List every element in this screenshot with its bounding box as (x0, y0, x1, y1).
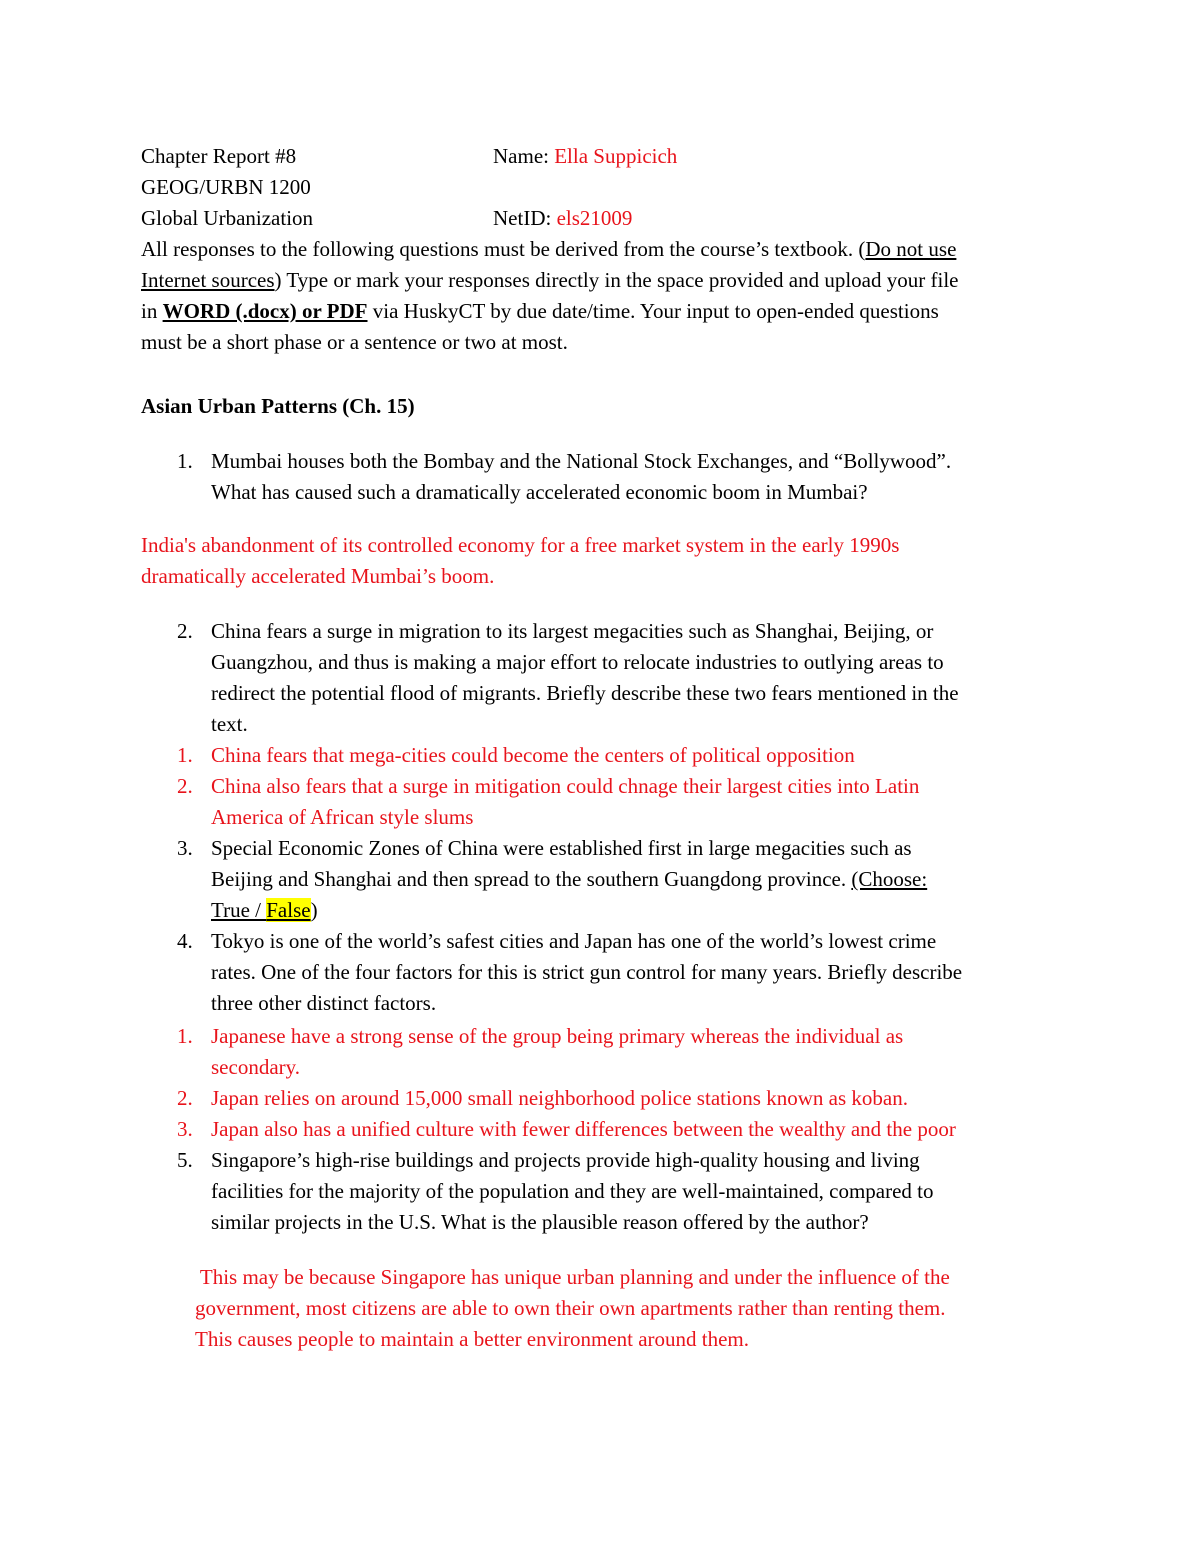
choice-true: True / (211, 898, 267, 922)
question-1-line: Mumbai houses both the Bombay and the National Stock Exchanges, and “Bollywood”. (211, 449, 952, 473)
choose-label: (Choose: (851, 867, 928, 891)
answer-number: 3. (177, 1117, 193, 1141)
question-3-line (211, 866, 927, 892)
instructions-text: ) Type or mark your responses directly in the space provided and upload your file (274, 268, 959, 292)
answer-5-line: This causes people to maintain a better environment around them. (195, 1327, 749, 1351)
question-3-line (211, 897, 318, 923)
question-2-line: Guangzhou, and thus is making a major effort to relocate industries to outlying areas to (211, 650, 944, 674)
instructions-text: All responses to the following questions must be derived from the course’s textbook. ( (141, 237, 866, 261)
question-3-text: ) (310, 898, 318, 922)
question-4-line: Tokyo is one of the world’s safest cities and Japan has one of the world’s lowest crime (211, 929, 937, 953)
question-5-line: facilities for the majority of the population and they are well-maintained, compared to (211, 1179, 934, 1203)
question-number: 1. (177, 449, 193, 473)
netid-label: NetID: (493, 206, 557, 230)
question-2-line: text. (211, 712, 248, 736)
instructions-line-2 (141, 267, 958, 293)
instructions-line-1 (141, 236, 956, 262)
name-value: Ella Suppicich (554, 144, 678, 168)
section-title: Asian Urban Patterns (Ch. 15) (141, 394, 415, 418)
question-3-text: Beijing and Shanghai and then spread to the southern Guangdong province. (211, 867, 852, 891)
instructions-underlined: Do not use (865, 237, 957, 261)
netid-row (493, 205, 632, 231)
answer-1-line: India's abandonment of its controlled economy for a free market system in the early 1990s (141, 533, 900, 557)
question-number: 3. (177, 836, 193, 860)
instructions-line-4: must be a short phase or a sentence or two at most. (141, 330, 568, 354)
question-4-line: rates. One of the four factors for this is strict gun control for many years. Briefly describe (211, 960, 963, 984)
question-1-line: What has caused such a dramatically accelerated economic boom in Mumbai? (211, 480, 868, 504)
answer-4-item: secondary. (211, 1055, 301, 1079)
name-label: Name: (493, 144, 555, 168)
answer-4-item: Japan relies on around 15,000 small neighborhood police stations known as koban. (211, 1086, 908, 1110)
question-number: 2. (177, 619, 193, 643)
question-2-line: redirect the potential flood of migrants. Briefly describe these two fears mentioned in the (211, 681, 959, 705)
question-5-line: similar projects in the U.S. What is the plausible reason offered by the author? (211, 1210, 869, 1234)
question-number: 5. (177, 1148, 193, 1172)
answer-number: 2. (177, 774, 193, 798)
choice-false-highlighted: False (266, 898, 311, 922)
answer-2-item: America of African style slums (211, 805, 474, 829)
answer-2-item: China fears that mega-cities could become the centers of political opposition (211, 743, 855, 767)
answer-5-line: This may be because Singapore has unique urban planning and under the influence of the (195, 1265, 950, 1289)
name-row (493, 143, 677, 169)
report-title: Chapter Report #8 (141, 144, 297, 168)
answer-number: 1. (177, 1024, 193, 1048)
course-code: GEOG/URBN 1200 (141, 175, 311, 199)
answer-4-item: Japanese have a strong sense of the group being primary whereas the individual as (211, 1024, 904, 1048)
answer-4-item: Japan also has a unified culture with fewer differences between the wealthy and the poor (211, 1117, 956, 1141)
question-4-line: three other distinct factors. (211, 991, 437, 1015)
course-name: Global Urbanization (141, 206, 314, 230)
answer-2-item: China also fears that a surge in mitigation could chnage their largest cities into Latin (211, 774, 920, 798)
instructions-line-3 (141, 298, 939, 324)
netid-value: els21009 (556, 206, 633, 230)
file-format-note: WORD (.docx) or PDF (162, 299, 368, 323)
instructions-text: in (141, 299, 163, 323)
question-number: 4. (177, 929, 193, 953)
question-5-line: Singapore’s high-rise buildings and projects provide high-quality housing and living (211, 1148, 920, 1172)
instructions-text: via HuskyCT by due date/time. Your input to open-ended questions (367, 299, 939, 323)
answer-number: 1. (177, 743, 193, 767)
answer-5-line: government, most citizens are able to own their own apartments rather than renting them. (195, 1296, 946, 1320)
instructions-underlined: Internet sources (141, 268, 275, 292)
answer-number: 2. (177, 1086, 193, 1110)
question-3-line: Special Economic Zones of China were established first in large megacities such as (211, 836, 912, 860)
answer-1-line: dramatically accelerated Mumbai’s boom. (141, 564, 495, 588)
question-2-line: China fears a surge in migration to its largest megacities such as Shanghai, Beijing, or (211, 619, 934, 643)
